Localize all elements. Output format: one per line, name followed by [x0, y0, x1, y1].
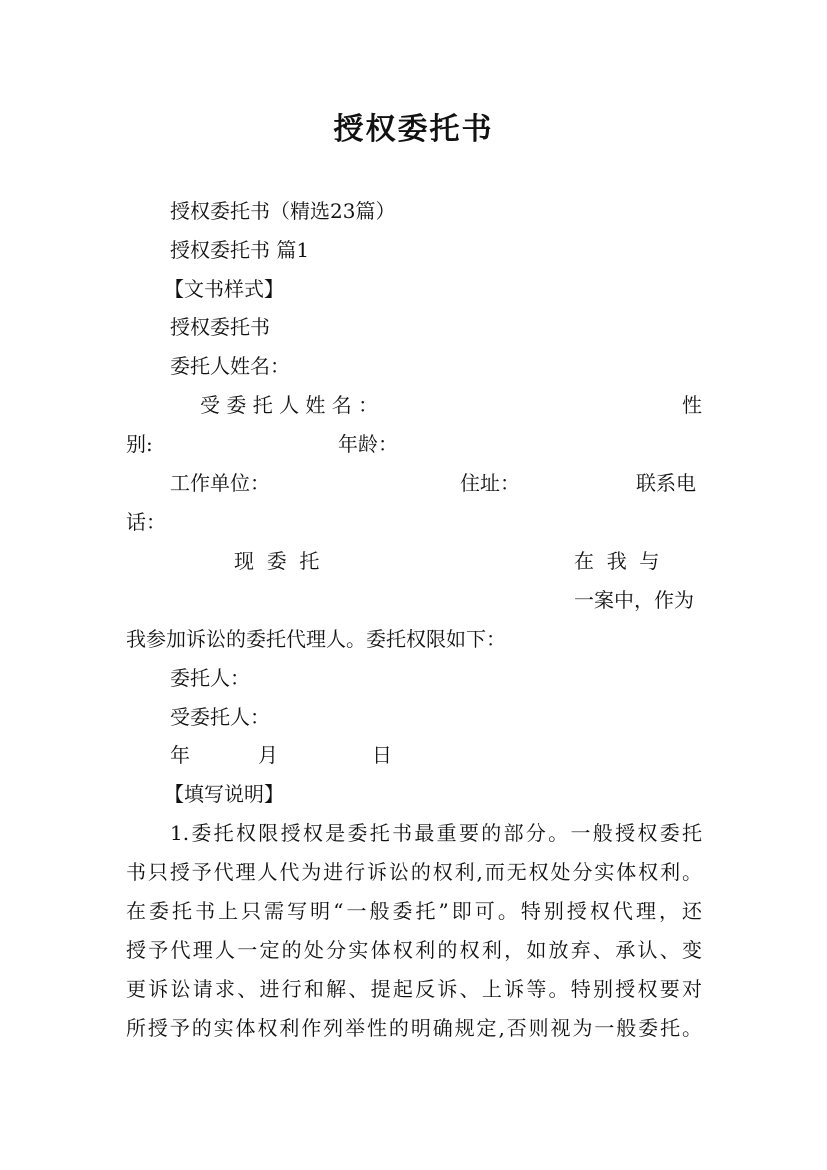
instructions-line: 在委托书上只需写明“一般委托”即可。特别授权代理，还 [126, 899, 702, 923]
instructions-line: 书只授予代理人代为进行诉讼的权利,而无权处分实体权利。 [126, 860, 702, 884]
subtitle: 授权委托书（精选23篇） [170, 199, 396, 223]
document-title: 授权委托书 [333, 112, 494, 147]
instructions-heading: 【填写说明】 [164, 782, 284, 806]
section-label: 授权委托书 篇1 [170, 238, 310, 262]
entrust-text-c: 一案中，作为 [574, 588, 694, 612]
entrust-text-d: 我参加诉讼的委托代理人。委托权限如下： [126, 627, 506, 651]
work-unit-label: 工作单位： [170, 471, 270, 495]
entrust-text-a: 现 委 托 [234, 549, 320, 573]
principal-name-label: 委托人姓名： [170, 354, 290, 378]
sample-heading: 【文书样式】 [164, 277, 284, 301]
age-label: 年龄： [338, 432, 398, 456]
doc-name: 授权委托书 [170, 315, 270, 339]
agent-name-label: 受 委 托 人 姓 名 ： [200, 393, 379, 417]
principal-signature-label: 委托人： [170, 666, 250, 690]
gender-label-b: 别: [126, 432, 153, 456]
entrust-text-b: 在 我 与 [574, 549, 660, 573]
address-label: 住址： [460, 471, 520, 495]
instructions-line: 更诉讼请求、进行和解、提起反诉、上诉等。特别授权要对 [126, 977, 702, 1001]
date-day: 日 [372, 743, 392, 767]
instructions-line: 所授予的实体权利作列举性的明确规定,否则视为一般委托。 [126, 1016, 702, 1040]
instructions-line: 授予代理人一定的处分实体权利的权利，如放弃、承认、变 [126, 938, 702, 962]
agent-signature-label: 受委托人： [170, 705, 270, 729]
instructions-line: 1.委托权限授权是委托书最重要的部分。一般授权委托 [170, 821, 702, 845]
phone-label-b: 话： [126, 510, 166, 534]
gender-label-a: 性 [682, 393, 702, 417]
date-year: 年 [170, 743, 190, 767]
phone-label-a: 联系电 [636, 471, 696, 495]
date-month: 月 [258, 743, 278, 767]
